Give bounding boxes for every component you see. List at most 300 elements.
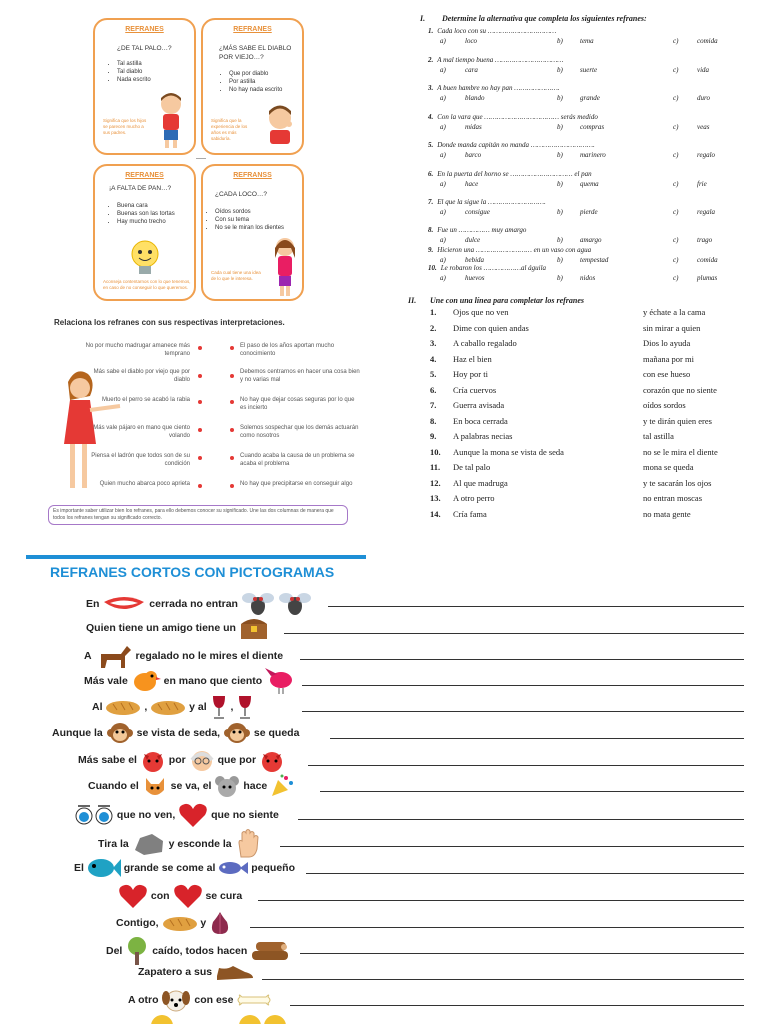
option-b[interactable]: nidos xyxy=(580,274,596,282)
match-left[interactable]: Ojos que no ven xyxy=(453,307,509,317)
party-icon xyxy=(270,774,294,798)
pictogram-row xyxy=(116,910,231,932)
row-text: Del xyxy=(106,945,123,957)
match-right[interactable]: mañana por mi xyxy=(643,353,694,364)
match-dot[interactable] xyxy=(198,400,202,404)
card-refranes-1 xyxy=(93,18,196,155)
card-option: • Con su tema xyxy=(215,216,284,224)
firewood-icon xyxy=(250,939,290,963)
match-left[interactable]: Hoy por ti xyxy=(453,369,488,379)
option-label: c) xyxy=(673,151,679,159)
option-c[interactable]: comida xyxy=(697,256,718,264)
match-dot[interactable] xyxy=(198,346,202,350)
match-row xyxy=(430,323,750,338)
option-b[interactable]: marinero xyxy=(580,151,606,159)
divider xyxy=(196,158,206,159)
answer-line[interactable] xyxy=(298,819,744,820)
small-fish-icon xyxy=(218,860,248,876)
match-left[interactable]: Dime con quien andas xyxy=(453,322,529,333)
hand-icon xyxy=(235,829,261,859)
relaciona-left: No por mucho madrugar amanece más temprano xyxy=(85,343,190,357)
question-number: 9. xyxy=(428,246,434,254)
relaciona-right: Debemos centrarnos en hacer una cosa bien y no varias mal xyxy=(240,369,360,383)
pictogram-row xyxy=(92,694,254,716)
row-text: con xyxy=(150,890,170,902)
match-dot[interactable] xyxy=(230,484,234,488)
boy-illustration xyxy=(155,92,187,150)
question-text xyxy=(428,264,546,272)
shoe-icon xyxy=(215,962,255,982)
option-c[interactable]: frie xyxy=(697,180,707,188)
card-options xyxy=(107,60,151,84)
match-row xyxy=(430,493,750,508)
mouth-icon xyxy=(102,594,146,614)
option-c[interactable]: regalo xyxy=(697,151,716,159)
row-text: se va, el xyxy=(170,780,212,792)
row-number: 12. xyxy=(430,477,441,488)
flying-bird-icon xyxy=(265,668,295,694)
pictogram-row xyxy=(52,721,299,743)
pictogram-row xyxy=(74,856,295,878)
option-a[interactable]: bebida xyxy=(465,256,485,264)
card-option: • No se le miran los dientes xyxy=(215,224,284,232)
match-row xyxy=(430,431,750,446)
treasure-chest-icon xyxy=(239,616,269,640)
match-dot[interactable] xyxy=(198,428,202,432)
option-label: c) xyxy=(673,37,679,45)
option-a[interactable]: cara xyxy=(465,66,478,74)
row-text: Aunque la xyxy=(52,727,103,739)
option-label: b) xyxy=(557,123,563,131)
big-fish-icon xyxy=(87,856,121,880)
option-label: a) xyxy=(440,208,446,216)
match-right[interactable]: sin mirar a quien xyxy=(643,322,701,333)
row-number: 6. xyxy=(430,384,437,395)
option-c[interactable]: regala xyxy=(697,208,716,216)
card-title: REFRANES xyxy=(125,26,164,33)
card-option: • Buenas son las tortas xyxy=(117,210,175,218)
option-label: b) xyxy=(557,274,563,282)
row-number: 9. xyxy=(430,431,437,441)
card-refranes-2 xyxy=(201,18,304,155)
row-text: y esconde la xyxy=(168,838,232,850)
pictogram-title: REFRANES CORTOS CON PICTOGRAMAS xyxy=(50,564,335,580)
option-label: a) xyxy=(440,180,446,188)
answer-line[interactable] xyxy=(262,979,744,980)
bird-icon xyxy=(131,668,161,694)
card-option: • No hay nada escrito xyxy=(229,86,282,94)
row-text: por xyxy=(168,754,186,766)
face-icon xyxy=(150,1014,174,1024)
question-prompt: Cada loco con su …………………………… xyxy=(437,27,557,35)
answer-line[interactable] xyxy=(290,1005,744,1006)
dog-icon xyxy=(161,988,191,1012)
question-text xyxy=(428,141,595,149)
question-number: 6. xyxy=(428,170,434,178)
question-prompt: Donde manda capitán no manda …………………………. xyxy=(437,141,595,149)
question-text xyxy=(428,56,564,64)
match-left[interactable]: Al que madruga xyxy=(453,477,508,488)
card-title: REFRANSS xyxy=(233,172,272,179)
option-label: a) xyxy=(440,256,446,264)
row-text: Más vale xyxy=(84,675,128,687)
relaciona-footer-text: Es importante saber utilizar bien los refranes, para ello debemos conocer su significado. Une las dos columnas de manera que todos los refranes tengan su significado correcto. xyxy=(53,508,334,521)
match-row xyxy=(430,338,750,353)
row-text: y al xyxy=(189,701,207,713)
option-c[interactable]: duro xyxy=(697,94,710,102)
row-number: 10. xyxy=(430,446,441,457)
question-text xyxy=(428,84,560,92)
row-text: pequeño xyxy=(251,862,295,874)
fly-icon xyxy=(241,590,275,618)
option-label: a) xyxy=(440,94,446,102)
match-left[interactable]: Haz el bien xyxy=(453,353,492,364)
row-text: que no siente xyxy=(211,809,279,821)
onion-icon xyxy=(209,910,231,936)
row-number: 13. xyxy=(430,493,441,503)
option-label: c) xyxy=(673,94,679,102)
option-a[interactable]: loco xyxy=(465,37,478,45)
match-right[interactable]: con ese hueso xyxy=(643,369,691,379)
match-right[interactable]: no mata gente xyxy=(643,508,691,519)
match-dot[interactable] xyxy=(198,456,202,460)
pictogram-row xyxy=(84,668,295,690)
option-a[interactable]: blando xyxy=(465,94,485,102)
pictogram-row xyxy=(118,883,242,905)
heart-icon xyxy=(118,883,148,909)
option-c[interactable]: vida xyxy=(697,66,710,74)
match-left[interactable]: A caballo regalado xyxy=(453,338,517,348)
match-dot[interactable] xyxy=(230,346,234,350)
option-c[interactable]: comida xyxy=(697,37,718,45)
row-text: , xyxy=(230,701,234,713)
devil-icon xyxy=(140,748,166,772)
option-a[interactable]: midas xyxy=(465,123,482,131)
answer-line[interactable] xyxy=(306,873,744,874)
match-right[interactable]: Dios lo ayuda xyxy=(643,338,691,348)
answer-line[interactable] xyxy=(300,953,744,954)
pictogram-row xyxy=(88,774,294,796)
answer-line[interactable] xyxy=(300,659,744,660)
option-a[interactable]: dulce xyxy=(465,236,481,244)
question-text xyxy=(428,246,591,254)
option-b[interactable]: suerte xyxy=(580,66,598,74)
relaciona-left: Más vale pájaro en mano que ciento volando xyxy=(93,425,190,439)
bone-icon xyxy=(236,992,272,1008)
card-question: ¿DE TAL PALO…? xyxy=(117,45,172,52)
match-dot[interactable] xyxy=(230,428,234,432)
row-text: Tira la xyxy=(98,838,129,850)
option-b[interactable]: compras xyxy=(580,123,605,131)
option-b[interactable]: pierde xyxy=(580,208,598,216)
option-c[interactable]: veas xyxy=(697,123,710,131)
question-prompt: Le robaron los ………………al águila xyxy=(440,264,547,272)
pictogram-row xyxy=(128,988,272,1010)
relaciona-footer xyxy=(48,505,348,525)
question-prompt: Hicieron una ……………………… en un vaso con agua xyxy=(437,246,592,254)
option-c[interactable]: plumas xyxy=(697,274,718,282)
match-right[interactable]: y te sacarán los ojos xyxy=(643,477,712,488)
row-number: 1. xyxy=(430,307,437,317)
old-man-icon xyxy=(189,748,215,772)
answer-line[interactable] xyxy=(258,900,744,901)
relaciona-right: No hay que precipitarse en conseguir algo xyxy=(240,481,353,487)
option-label: a) xyxy=(440,37,446,45)
answer-line[interactable] xyxy=(302,685,744,686)
answer-line[interactable] xyxy=(284,633,744,634)
row-text: Al xyxy=(92,701,103,713)
row-text: Contigo, xyxy=(116,917,159,929)
option-b[interactable]: tema xyxy=(580,37,594,45)
row-text: Quien tiene un amigo tiene un xyxy=(86,622,236,634)
row-text: A otro xyxy=(128,994,159,1006)
card-note: Aconseja contentarnos con lo que tenemos, en caso de no conseguir lo que queremos. xyxy=(103,279,191,290)
relaciona-right: Cuando acaba la causa de un problema se acaba el problema xyxy=(240,453,355,467)
question-number: 1. xyxy=(428,27,434,35)
match-row xyxy=(430,307,750,322)
row-number: 14. xyxy=(430,508,441,519)
relaciona-left: Quien mucho abarca poco aprieta xyxy=(99,481,190,487)
answer-line[interactable] xyxy=(302,711,744,712)
option-b[interactable]: tempestad xyxy=(580,256,609,264)
relaciona-right: No hay que dejar cosas seguras por lo que es incierto xyxy=(240,397,355,411)
option-label: a) xyxy=(440,274,446,282)
option-label: c) xyxy=(673,123,679,131)
match-dot[interactable] xyxy=(230,374,234,378)
card-question: ¿MÁS SABE EL DIABLO POR VIEJO…? xyxy=(219,45,292,61)
option-a[interactable]: hace xyxy=(465,180,479,188)
question-prompt: En la puerta del horno se ………………………… el pan xyxy=(437,170,592,178)
match-row xyxy=(430,509,750,524)
row-number: 2. xyxy=(430,322,437,333)
answer-line[interactable] xyxy=(280,846,744,847)
relaciona-title: Relaciona los refranes con sus respectivas interpretaciones. xyxy=(54,318,285,327)
answer-line[interactable] xyxy=(250,927,744,928)
card-option: • Tal astilla xyxy=(117,60,151,68)
question-prompt: Fue un …………… muy amargo xyxy=(437,226,527,234)
row-text: En xyxy=(86,598,100,610)
match-dot[interactable] xyxy=(230,400,234,404)
option-label: b) xyxy=(557,208,563,216)
row-text: A xyxy=(84,650,92,662)
card-option: • Buena cara xyxy=(117,202,175,210)
match-left[interactable]: Guerra avisada xyxy=(453,400,505,410)
question-prompt: El que la sigue la ………………………. xyxy=(437,198,546,206)
option-label: c) xyxy=(673,208,679,216)
question-number: 2. xyxy=(428,56,434,64)
horse-icon xyxy=(95,642,133,670)
relaciona-left: Más sabe el diablo por viejo que por diablo xyxy=(93,369,190,383)
match-row xyxy=(430,354,750,369)
match-right[interactable]: no entran moscas xyxy=(643,493,703,503)
option-a[interactable]: huevos xyxy=(465,274,485,282)
match-right[interactable]: y échate a la cama xyxy=(643,307,706,317)
question-text xyxy=(428,113,598,121)
question-prompt: Con la vara que ……………………………… serás medido xyxy=(437,113,598,121)
option-label: c) xyxy=(673,274,679,282)
option-label: b) xyxy=(557,37,563,45)
match-row xyxy=(430,478,750,493)
row-text: Zapatero a sus xyxy=(138,966,213,978)
wine-glass-icon xyxy=(210,694,228,720)
relaciona-left: Piensa el ladrón que todos son de su condición xyxy=(91,453,190,467)
heart-icon xyxy=(178,802,208,828)
question-text xyxy=(428,198,546,206)
question-number: 10. xyxy=(428,264,437,272)
card-option: • Tal diablo xyxy=(117,68,151,76)
row-text: y xyxy=(200,917,207,929)
fly-icon xyxy=(278,590,312,618)
row-number: 3. xyxy=(430,338,437,348)
option-label: c) xyxy=(673,180,679,188)
option-label: a) xyxy=(440,123,446,131)
question-number: 8. xyxy=(428,226,434,234)
bread-icon xyxy=(150,698,186,716)
option-label: b) xyxy=(557,256,563,264)
option-label: b) xyxy=(557,236,563,244)
match-right[interactable]: y te dirán quien eres xyxy=(643,415,712,426)
match-left[interactable]: Cría fama xyxy=(453,508,487,519)
match-row xyxy=(430,416,750,431)
section-i-numeral: I. xyxy=(420,14,426,23)
row-number: 5. xyxy=(430,369,437,379)
bread-icon xyxy=(105,698,141,716)
card-options xyxy=(107,202,175,226)
card-title: REFRANES xyxy=(233,26,272,33)
row-text: regalado no le mires el diente xyxy=(135,650,284,662)
row-text: cerrada no entran xyxy=(149,598,238,610)
match-right[interactable]: no se le mira el diente xyxy=(643,446,718,457)
question-number: 4. xyxy=(428,113,434,121)
pictogram-row xyxy=(84,642,283,664)
match-left[interactable]: A palabras necias xyxy=(453,431,513,441)
row-text: grande se come al xyxy=(123,862,216,874)
pictogram-row xyxy=(86,590,312,612)
pictogram-row xyxy=(74,802,279,824)
pictogram-row xyxy=(106,936,290,958)
card-question: ¡A FALTA DE PAN…? xyxy=(109,185,172,192)
eyes-icon xyxy=(74,804,114,826)
row-text: Cuando el xyxy=(88,780,139,792)
answer-line[interactable] xyxy=(328,606,744,607)
row-text: se vista de seda, xyxy=(136,727,221,739)
match-left[interactable]: Cría cuervos xyxy=(453,384,497,395)
stone-icon xyxy=(132,832,166,856)
question-prompt: A mal tiempo buena …………………………… xyxy=(437,56,564,64)
row-number: 8. xyxy=(430,415,437,426)
match-dot[interactable] xyxy=(198,374,202,378)
match-left[interactable]: Aunque la mona se vista de seda xyxy=(453,446,564,457)
answer-line[interactable] xyxy=(320,791,744,792)
option-b[interactable]: quema xyxy=(580,180,599,188)
option-a[interactable]: consigue xyxy=(465,208,490,216)
row-text: El xyxy=(74,862,84,874)
option-label: b) xyxy=(557,180,563,188)
mouse-icon xyxy=(214,774,240,798)
relaciona-left: Muerto el perro se acabó la rabia xyxy=(101,397,190,403)
monkey-icon xyxy=(106,721,134,745)
match-right[interactable]: oídos sordos xyxy=(643,400,686,410)
pictogram-row xyxy=(86,616,269,638)
card-options xyxy=(205,208,284,232)
pictogram-header-bar xyxy=(26,555,366,559)
question-number: 7. xyxy=(428,198,434,206)
match-right[interactable]: corazón que no siente xyxy=(643,384,717,395)
option-label: a) xyxy=(440,66,446,74)
face-icon xyxy=(238,1014,288,1024)
card-question: ¿CADA LOCO…? xyxy=(215,191,268,198)
card-option: • Hay mucho trecho xyxy=(117,218,175,226)
card-title: REFRANES xyxy=(125,172,164,179)
girl-illustration xyxy=(271,236,299,298)
row-number: 11. xyxy=(430,462,441,472)
section-ii-title: Une con una línea para completar los refranes xyxy=(430,296,585,305)
option-label: c) xyxy=(673,66,679,74)
heart-icon xyxy=(173,883,203,909)
answer-line[interactable] xyxy=(308,765,744,766)
row-text: se queda xyxy=(253,727,300,739)
card-note: Cada cual tiene una idea de lo que le interesa. xyxy=(211,270,261,281)
match-right[interactable]: mona se queda xyxy=(643,462,694,472)
match-left[interactable]: En boca cerrada xyxy=(453,415,508,426)
question-prompt: A buen hambre no hay pan …………………. xyxy=(437,84,560,92)
row-text: en mano que ciento xyxy=(163,675,263,687)
card-option: • Por astilla xyxy=(229,78,282,86)
answer-line[interactable] xyxy=(330,738,744,739)
match-dot[interactable] xyxy=(230,456,234,460)
row-text: Más sabe el xyxy=(78,754,137,766)
cat-icon xyxy=(142,774,168,798)
match-row xyxy=(430,385,750,400)
card-note: Significa que los hijos se parecen mucho a sus padres. xyxy=(103,118,147,135)
match-row xyxy=(430,369,750,384)
match-left[interactable]: De tal palo xyxy=(453,462,491,472)
match-row xyxy=(430,447,750,462)
card-note: Significa que la experiencia de los años es más sabiduría. xyxy=(211,118,248,141)
wine-glass-icon xyxy=(236,694,254,720)
row-text: hace xyxy=(243,780,268,792)
match-dot[interactable] xyxy=(198,484,202,488)
match-right[interactable]: tal astilla xyxy=(643,431,674,441)
option-label: b) xyxy=(557,66,563,74)
card-option: • Oídos sordos xyxy=(215,208,284,216)
card-option: • Que por diablo xyxy=(229,70,282,78)
card-refranes-4 xyxy=(201,164,304,301)
bread-icon xyxy=(162,914,198,932)
question-number: 3. xyxy=(428,84,434,92)
option-label: c) xyxy=(673,236,679,244)
option-label: b) xyxy=(557,94,563,102)
row-text: que no ven, xyxy=(116,809,176,821)
row-text: , xyxy=(144,701,148,713)
row-text: se cura xyxy=(205,890,243,902)
monkey-icon xyxy=(223,721,251,745)
relaciona-right: Solemos sospechar que los demás actuarán como nosotros xyxy=(240,425,359,439)
option-a[interactable]: barco xyxy=(465,151,482,159)
match-left[interactable]: A otro perro xyxy=(453,493,495,503)
card-refranes-3 xyxy=(93,164,196,301)
row-text: caído, todos hacen xyxy=(152,945,248,957)
row-number: 7. xyxy=(430,400,437,410)
option-c[interactable]: trago xyxy=(697,236,713,244)
option-b[interactable]: amargo xyxy=(580,236,602,244)
question-text xyxy=(428,226,526,234)
relaciona-right: El paso de los años aportan mucho conocimiento xyxy=(240,343,335,357)
section-i-title: Determine la alternativa que completa los siguientes refranes: xyxy=(442,14,647,23)
card-options xyxy=(219,70,282,94)
question-text xyxy=(428,27,556,35)
option-b[interactable]: grande xyxy=(580,94,600,102)
